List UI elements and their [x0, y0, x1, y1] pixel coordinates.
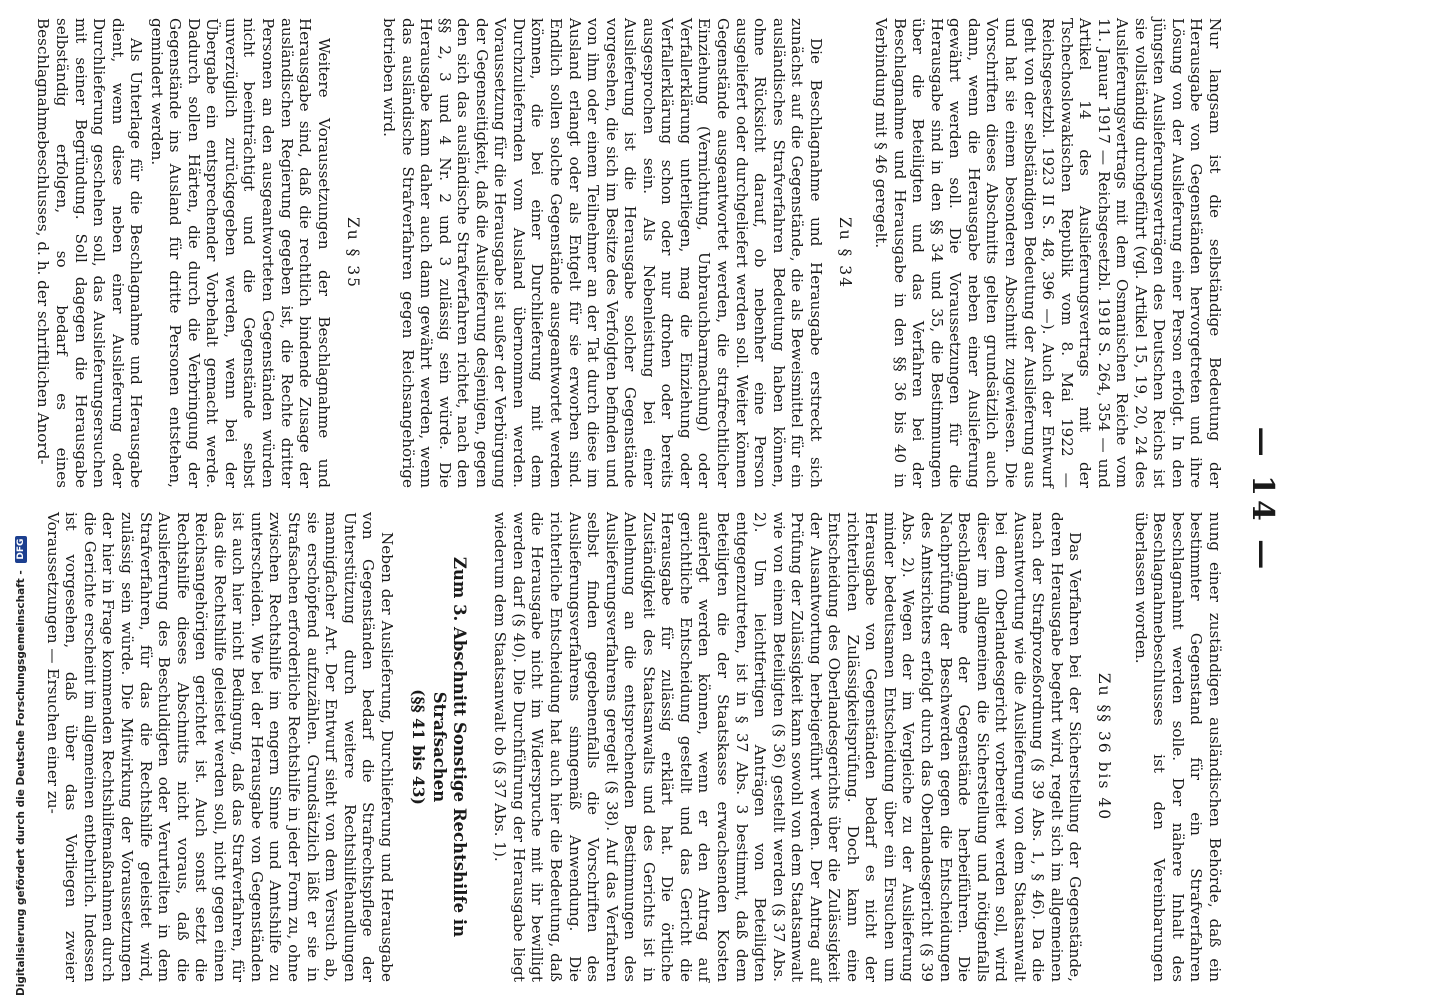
footer-strip — [0, 0, 27, 1000]
section-heading: Zu § 35 — [343, 216, 362, 290]
paragraph: Das Verfahren bei der Sicherstellung der Gegenstände, deren Herausgabe begehrt wird, regelt sich im allgemeinen nach der Strafprozeßordnung (§ 39 Abs. 1, § 46). Da die Ausantwortung wie die Auslieferung von dem Staatsanwalt bei dem Oberlandesgericht vorbereitet werden soll, wird dieser im allgemeinen die Sicherstellung und nötigenfalls Beschlagnahme der Gegenstände herbeiführen. Die Nachprüfung der Beschwerden gegen die Entscheidungen des Amtsrichters erfolgt durch das Oberlandesgericht (§ 39 Abs. 2). Wegen der im Vergleiche zu der Auslieferung minder bedeutsamen Entscheidung über ein Ersuchen um Herausgabe von Gegenständen bedarf es nicht der richterlichen Zulässigkeitsprüfung. Doch kann eine Entscheidung des Oberlandesgerichts über die Zulässigkeit der Ausantwortung herbeigeführt werden. Der Antrag auf Prüfung der Zulässigkeit kann sowohl von dem Staatsanwalt wie von einem Beteiligten (§ 36) gestellt werden (§ 37 Abs. 2). Um leichtfertigen Anträgen von Beteiligten entgegenzutreten, ist in § 37 Abs. 3 bestimmt, daß dem Beteiligten die der Staatskasse erwachsenden Kosten auferlegt werden können, wenn er den Antrag auf gerichtliche Entscheidung gestellt und das Gericht die Herausgabe für zulässig erklärt hat. Die örtliche Zuständigkeit des Staatsanwalts und des Gerichts ist in Anlehnung an die entsprechenden Bestimmungen des Auslieferungsverfahrens geregelt (§ 38). Auf das Verfahren selbst finden gegebenenfalls die Vorschriften des Auslieferungsverfahrens sinngemäß Anwendung. Die richterliche Entscheidung hat auch hier die Bedeutung, daß die Herausgabe nicht im Widerspruche mit ihr bewilligt werden darf (§ 40). Die Durchführung der Herausgabe liegt wiederum dem Staatsanwalt ob (§ 37 Abs. 1). — [491, 512, 1085, 982]
paragraph: nung einer zuständigen ausländischen Behörde, daß ein bestimmter Gegenstand für ein Strafverfahren beschlagnahmt werden solle. Der nähere Inhalt des Beschlagnahmebeschlusses ist den Vereinbarungen überlassen worden. — [1131, 512, 1224, 982]
paragraph: Nur langsam ist die selbständige Bedeutung der Herausgabe von Gegenständen hervorgetreten und ihre Lösung von der Auslieferung einer Person erfolgt. In den jüngsten Auslieferungsverträgen des Deutschen Reichs ist sie vollständig durchgeführt (vgl. Artikel 15, 19, 20, 24 des Auslieferungsvertrags mit dem Osmanischen Reiche vom 11. Januar 1917 — Reichsgesetzbl. 1918 S. 264, 354 — und Artikel 14 des Auslieferungsvertrags mit der Tschechoslowakischen Republik vom 8. Mai 1922 — Reichsgesetzbl. 1923 II S. 48, 396 —). Auch der Entwurf geht von der selbständigen Bedeutung der Auslieferung aus und hat sie einem besonderen Abschnitt zugewiesen. Die Vorschriften dieses Abschnitts gelten grundsätzlich auch dann, wenn die Herausgabe neben einer Auslieferung gewährt werden soll. Die Voraussetzungen für die Herausgabe sind in den §§ 34 und 35, die Bestimmungen über die Beteiligten und das Verfahren bei der Beschlagnahme und Herausgabe in den §§ 36 bis 40 in Verbindung mit § 46 geregelt. — [872, 18, 1224, 488]
dfg-logo-icon: DFG — [15, 536, 27, 563]
paragraph: Neben der Auslieferung, Durchlieferung und Herausgabe von Gegenständen bedarf die Strafrechtspflege der Unterstützung durch weitere Rechtshilfehandlungen mannigfacher Art. Der Entwurf sieht von dem Versuch ab, sie erschöpfend aufzuzählen. Grundsätzlich läßt er sie in Strafsachen erforderliche Rechtshilfe in jeder Form zu, ohne zwischen Rechtshilfe im engern Sinne und Amtshilfe zu unterscheiden. Wie bei der Herausgabe von Gegenständen ist auch hier nicht Bedingung, daß das Strafverfahren, für das die Rechtshilfe geleistet werden soll, nicht gegen einen Reichsangehörigen gerichtet ist. Auch sonst setzt die Rechtshilfe dieses Abschnitts nicht voraus, daß die Auslieferung des Beschuldigten oder Verurteilten in dem Strafverfahren, für das die Rechtshilfe geleistet wird, zulässig sein würde. Die Mitwirkung der Voraussetzungen der hier in Frage kommenden Rechtshilfemaßnahmen durch die Gerichte erscheint im allgemeinen entbehrlich. Indessen ist vorgesehen, daß über das Vorliegen zweier Voraussetzungen — Ersuchen einer zu- — [43, 512, 396, 982]
section-heading: Zu §§ 36 bis 40 — [1095, 672, 1114, 822]
page-number: — 14 — — [1245, 426, 1280, 574]
right-column — [43, 512, 1224, 982]
footer-text: Digitalisierung gefördert durch die Deutsche Forschungsgemeinschaft - — [15, 570, 27, 996]
paragraph: Als Unterlage für die Beschlagnahme und Herausgabe dient, wenn diese neben einer Auslieferung oder Durchlieferung geschehen soll, das Auslieferungsersuchen mit seiner Begründung. Soll dagegen die Herausgabe selbständig erfolgen, so bedarf es eines Beschlagnahmebeschlusses, d. h. der schriftlichen Anord- — [34, 18, 146, 488]
chapter-heading: Zum 3. Abschnitt Sonstige Rechtshilfe in Strafsachen — [429, 556, 469, 938]
chapter-subheading: (§§ 41 bis 43) — [408, 689, 428, 805]
digitization-footer — [15, 536, 27, 996]
rotated-document-page — [34, 0, 1290, 1000]
left-column — [34, 18, 1224, 488]
paragraph: Weitere Voraussetzungen der Beschlagnahme und Herausgabe sind, daß die rechtlich bindende Zusage der ausländischen Regierung gegeben ist, die Rechte dritter Personen an den ausgeantworteten Gegenständen würden nicht beeinträchtigt und die Gegenstände selbst unverzüglich zurückgegeben werden, wenn bei der Übergabe ein entsprechender Vorbehalt gemacht werde. Dadurch sollen Härten, die durch die Verbringung der Gegenstände ins Ausland für dritte Personen entstehen, gemindert werden. — [147, 18, 333, 488]
section-heading: Zu § 34 — [835, 216, 854, 290]
paragraph: Die Beschlagnahme und Herausgabe erstreckt sich zunächst auf die Gegenstände, die als Beweismittel für ein ausländisches Strafverfahren Bedeutung haben können, ohne Rücksicht darauf, ob nebenher eine Person ausgeliefert oder durchgeliefert werden soll. Weiter können Gegenstände ausgeantwortet werden, die strafrechtlicher Einziehung (Vernichtung, Unbrauchbarmachung) oder Verfallerklärung unterliegen, mag die Einziehung oder Verfallerklärung schon oder nur drohen oder bereits ausgesprochen sein. Als Nebenleistung bei einer Auslieferung ist die Herausgabe solcher Gegenstände vorgesehen, die sich im Besitze des Verfolgten befinden und von ihm oder einem Teilnehmer an der Tat durch diese im Ausland erlangt oder als Entgelt für sie erworben sind. Endlich sollen solche Gegenstände ausgeantwortet werden können, die bei einer Durchlieferung mit dem Durchzuliefernden vom Ausland übernommen werden. Voraussetzung für die Herausgabe ist außer der Verbürgung der Gegenseitigkeit, daß die Auslieferung desjenigen, gegen den sich das ausländische Strafverfahren richtet, nach den §§ 2, 3 und 4 Nr. 2 und 3 zulässig sein würde. Die Herausgabe kann daher auch dann gewährt werden, wenn das ausländische Strafverfahren gegen Reichsangehörige betrieben wird. — [380, 18, 825, 488]
